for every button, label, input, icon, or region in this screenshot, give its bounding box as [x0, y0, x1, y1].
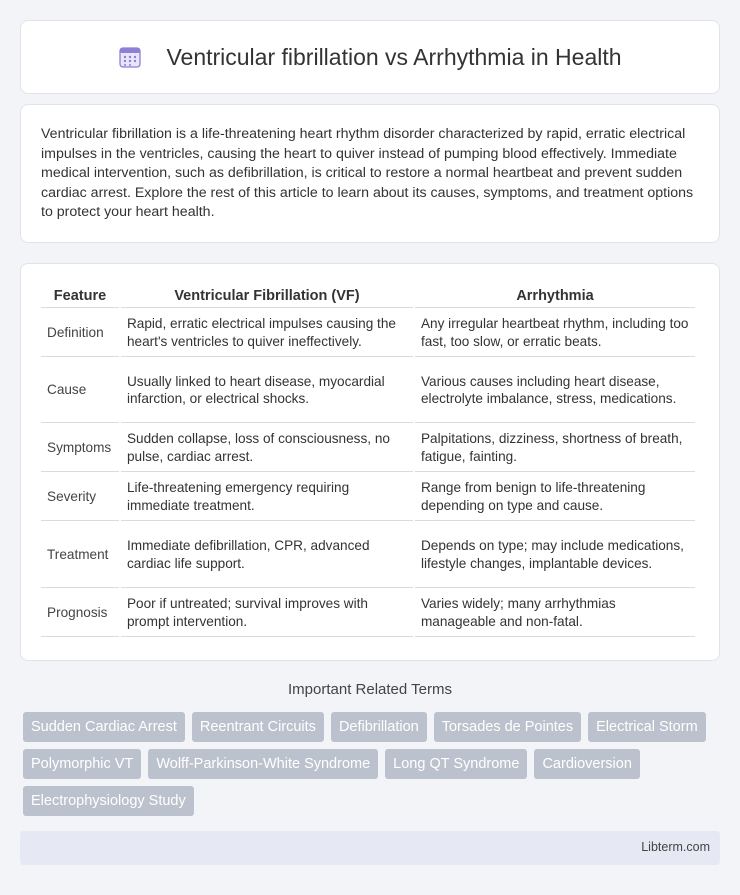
term-tag[interactable]: Reentrant Circuits — [192, 712, 324, 742]
term-tag[interactable]: Long QT Syndrome — [385, 749, 527, 779]
term-tag[interactable]: Wolff-Parkinson-White Syndrome — [148, 749, 378, 779]
table-row — [41, 472, 695, 521]
table-header-row — [41, 284, 695, 308]
term-tag[interactable]: Cardioversion — [534, 749, 639, 779]
row-feature: Definition — [41, 308, 119, 357]
header-vf: Ventricular Fibrillation (VF) — [121, 284, 413, 308]
intro-card — [20, 104, 720, 243]
comparison-table — [39, 284, 697, 637]
row-vf: Usually linked to heart disease, myocardial infarction, or electrical shocks. — [121, 357, 413, 423]
term-tag[interactable]: Defibrillation — [331, 712, 427, 742]
intro-text: Ventricular fibrillation is a life-threatening heart rhythm disorder characterized by rapid, erratic electrical impulses in the ventricles, causing the heart to quiver instead of pumping blood effectively. Immediate medical intervention, such as defibrillation, is critical to restore a normal heartbeat and prevent sudden cardiac arrest. Explore the rest of this article to learn about its causes, symptoms, and treatment options to protect your heart health. — [41, 126, 694, 220]
footer — [20, 831, 720, 865]
page-title: Ventricular fibrillation vs Arrhythmia in Health — [166, 43, 622, 70]
header-arrhythmia: Arrhythmia — [415, 284, 695, 308]
row-vf: Poor if untreated; survival improves with prompt intervention. — [121, 588, 413, 637]
row-arrhythmia: Palpitations, dizziness, shortness of breath, fatigue, fainting. — [415, 423, 695, 472]
table-row — [41, 588, 695, 637]
term-tag[interactable]: Electrophysiology Study — [23, 786, 194, 816]
term-tag[interactable]: Torsades de Pointes — [434, 712, 581, 742]
row-arrhythmia: Varies widely; many arrhythmias manageable and non-fatal. — [415, 588, 695, 637]
row-arrhythmia: Any irregular heartbeat rhythm, including too fast, too slow, or erratic beats. — [415, 308, 695, 357]
related-terms-list — [23, 712, 723, 816]
row-arrhythmia: Depends on type; may include medications, lifestyle changes, implantable devices. — [415, 521, 695, 588]
row-vf: Immediate defibrillation, CPR, advanced cardiac life support. — [121, 521, 413, 588]
header-feature: Feature — [41, 284, 119, 308]
row-feature: Symptoms — [41, 423, 119, 472]
row-vf: Sudden collapse, loss of consciousness, no pulse, cardiac arrest. — [121, 423, 413, 472]
title-card — [20, 20, 720, 94]
row-feature: Prognosis — [41, 588, 119, 637]
table-row — [41, 521, 695, 588]
row-vf: Rapid, erratic electrical impulses causing the heart's ventricles to quiver ineffectively. — [121, 308, 413, 357]
comparison-table-card — [20, 263, 720, 661]
term-tag[interactable]: Polymorphic VT — [23, 749, 141, 779]
term-tag[interactable]: Electrical Storm — [588, 712, 706, 742]
footer-site-link[interactable]: Libterm.com — [641, 840, 710, 854]
calendar-icon — [118, 45, 142, 69]
term-tag[interactable]: Sudden Cardiac Arrest — [23, 712, 185, 742]
row-arrhythmia: Range from benign to life-threatening depending on type and cause. — [415, 472, 695, 521]
row-arrhythmia: Various causes including heart disease, electrolyte imbalance, stress, medications. — [415, 357, 695, 423]
table-row — [41, 423, 695, 472]
table-row — [41, 357, 695, 423]
row-feature: Severity — [41, 472, 119, 521]
row-feature: Cause — [41, 357, 119, 423]
row-feature: Treatment — [41, 521, 119, 588]
row-vf: Life-threatening emergency requiring immediate treatment. — [121, 472, 413, 521]
table-row — [41, 308, 695, 357]
related-terms-title: Important Related Terms — [288, 681, 452, 698]
